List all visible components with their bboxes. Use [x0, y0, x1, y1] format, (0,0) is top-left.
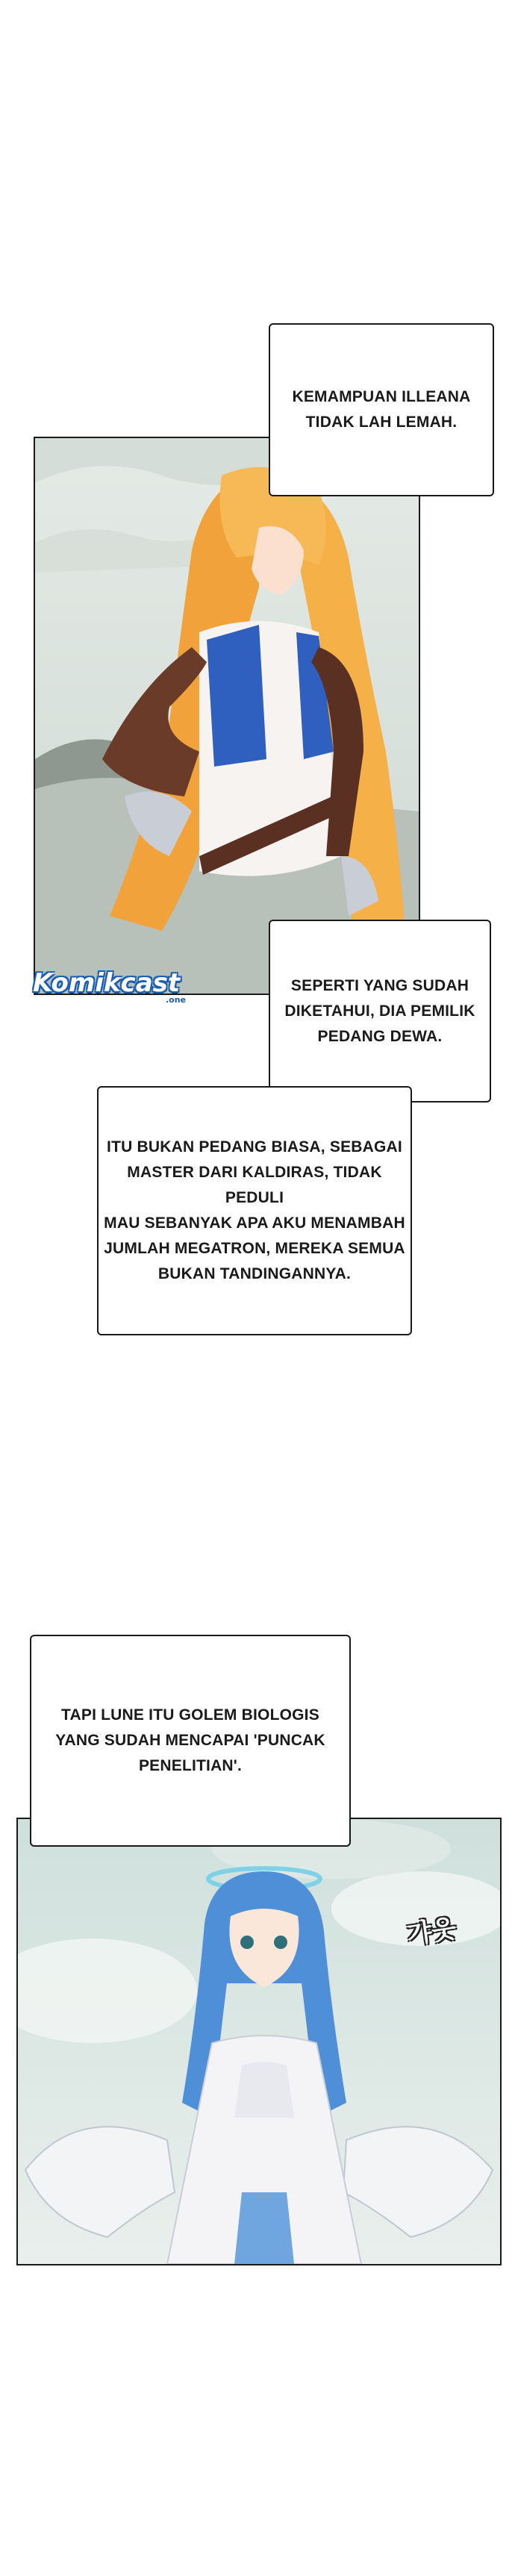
speech-bubble-4 [30, 1635, 351, 1847]
panel-illeana [34, 437, 420, 995]
speech-bubble-1-text: KEMAMPUAN ILLEANA TIDAK LAH LEMAH. [292, 388, 471, 431]
watermark-brand: Komikcast [33, 968, 181, 998]
speech-bubble-4-text: TAPI LUNE ITU GOLEM BIOLOGIS YANG SUDAH MENCAPAI 'PUNCAK PENELITIAN'. [55, 1706, 325, 1774]
lune-illustration [18, 1819, 500, 2264]
panel-lune [16, 1818, 502, 2265]
speech-bubble-3-text: ITU BUKAN PEDANG BIASA, SEBAGAI MASTER DARI KALDIRAS, TIDAK PEDULI MAU SEBANYAK APA AKU MENAMBAH JUMLAH MEGATRON, MEREKA SEMUA BUKAN TANDINGANNYA. [104, 1138, 405, 1282]
speech-bubble-2-text: SEPERTI YANG SUDAH DIKETAHUI, DIA PEMILIK PEDANG DEWA. [284, 976, 475, 1045]
watermark-suffix: .one [166, 995, 187, 1005]
komikcast-watermark [33, 968, 212, 1008]
speech-bubble-3 [97, 1086, 412, 1335]
speech-bubble-1 [269, 323, 494, 496]
sound-effect-text: 갸웃 [405, 1913, 458, 1950]
illeana-illustration [35, 438, 419, 994]
speech-bubble-2 [269, 920, 491, 1103]
